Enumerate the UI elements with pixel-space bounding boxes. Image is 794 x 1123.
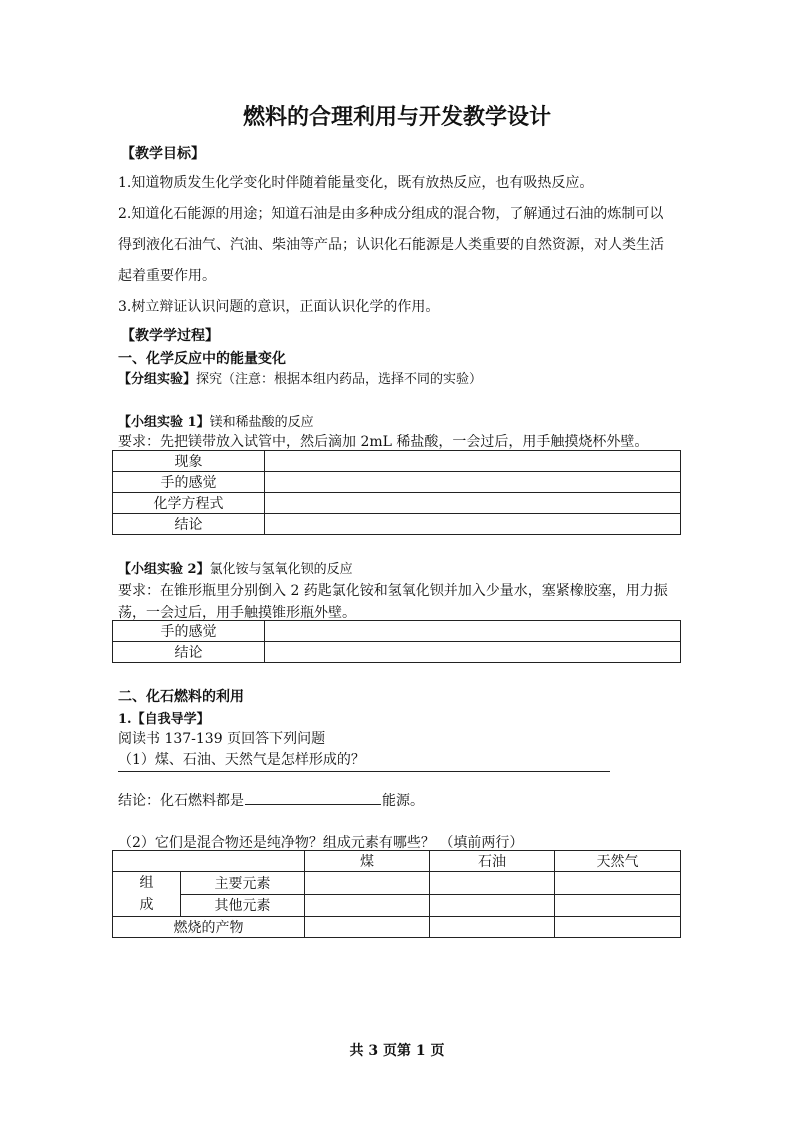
answer-cell[interactable] xyxy=(430,872,555,895)
answer-cell[interactable] xyxy=(265,514,681,535)
table-row xyxy=(113,642,681,663)
experiment1-title xyxy=(118,411,314,430)
corner-cell xyxy=(113,851,305,872)
answer-line[interactable] xyxy=(118,771,610,772)
experiment1-table xyxy=(112,450,681,535)
table-header-row xyxy=(113,851,681,872)
row-label: 结论 xyxy=(113,642,265,663)
row-label: 手的感觉 xyxy=(113,472,265,493)
page-footer: 共 3 页第 1 页 xyxy=(349,1043,445,1059)
table-row xyxy=(113,514,681,535)
experiment2-prefix: 【小组实验 2】 xyxy=(118,562,210,577)
composition-table xyxy=(112,850,681,938)
group-label-char-2: 成 xyxy=(139,897,154,913)
composition-group-label xyxy=(113,872,181,917)
question-2: （2）它们是混合物还是纯净物？组成元素有哪些？ （填前两行） xyxy=(118,835,524,851)
answer-cell[interactable] xyxy=(265,493,681,514)
answer-cell[interactable] xyxy=(305,872,430,895)
goal-item-3: 3.树立辩证认识问题的意识，正面认识化学的作用。 xyxy=(118,299,440,315)
table-row xyxy=(113,493,681,514)
column-header-coal: 煤 xyxy=(305,851,430,872)
answer-cell[interactable] xyxy=(555,917,681,938)
answer-cell[interactable] xyxy=(555,894,681,917)
page-title: 燃料的合理利用与开发教学设计 xyxy=(242,104,551,130)
goals-heading: 【教学目标】 xyxy=(121,146,205,162)
conclusion-prefix: 结论：化石燃料都是 xyxy=(118,793,244,809)
question-1: （1）煤、石油、天然气是怎样形成的？ xyxy=(118,752,365,768)
experiment2-title xyxy=(118,558,353,577)
table-row xyxy=(113,872,681,895)
answer-cell[interactable] xyxy=(265,642,681,663)
column-header-oil: 石油 xyxy=(430,851,555,872)
section1-heading: 一、化学反应中的能量变化 xyxy=(118,351,286,367)
row-label: 主要元素 xyxy=(181,872,305,895)
row-label: 手的感觉 xyxy=(113,621,265,642)
table-row xyxy=(113,621,681,642)
experiment1-requirement: 要求：先把镁带放入试管中，然后滴加 2mL 稀盐酸，一会过后，用手触摸烧杯外壁。 xyxy=(118,434,649,450)
process-heading: 【教学学过程】 xyxy=(121,328,219,344)
experiment2-table xyxy=(112,620,681,663)
experiment1-name: 镁和稀盐酸的反应 xyxy=(209,415,314,430)
column-header-gas: 天然气 xyxy=(555,851,681,872)
table-row xyxy=(113,472,681,493)
conclusion-line xyxy=(118,790,424,810)
answer-cell[interactable] xyxy=(555,872,681,895)
goal-item-2-line-1: 2.知道化石能源的用途；知道石油是由多种成分组成的混合物，了解通过石油的炼制可以 xyxy=(118,206,664,222)
goal-item-2-line-2: 得到液化石油气、汽油、柴油等产品；认识化石能源是人类重要的自然资源，对人类生活 xyxy=(118,237,664,253)
group-experiment-prefix: 【分组实验】 xyxy=(118,372,197,387)
group-label-char-1: 组 xyxy=(139,875,154,891)
section2-heading: 二、化石燃料的利用 xyxy=(118,689,244,705)
row-label: 现象 xyxy=(113,451,265,472)
answer-cell[interactable] xyxy=(305,917,430,938)
experiment2-requirement-line-1: 要求：在锥形瓶里分别倒入 2 药匙氯化铵和氢氧化钡并加入少量水，塞紧橡胶塞，用力振 xyxy=(118,583,668,599)
table-row xyxy=(113,917,681,938)
group-experiment-text: 探究（注意：根据本组内药品，选择不同的实验） xyxy=(196,372,483,387)
answer-cell[interactable] xyxy=(430,917,555,938)
answer-cell[interactable] xyxy=(305,894,430,917)
row-label: 结论 xyxy=(113,514,265,535)
group-experiment-note xyxy=(118,368,482,387)
conclusion-suffix: 能源。 xyxy=(382,793,424,809)
experiment2-name: 氯化铵与氢氧化钡的反应 xyxy=(209,562,353,577)
row-label: 化学方程式 xyxy=(113,493,265,514)
conclusion-blank[interactable] xyxy=(245,790,381,805)
goal-item-1: 1.知道物质发生化学变化时伴随着能量变化，既有放热反应，也有吸热反应。 xyxy=(118,175,594,191)
table-row xyxy=(113,894,681,917)
row-label: 其他元素 xyxy=(181,894,305,917)
goal-item-2-line-3: 起着重要作用。 xyxy=(118,268,216,284)
row-label: 燃烧的产物 xyxy=(113,917,305,938)
experiment1-prefix: 【小组实验 1】 xyxy=(118,415,210,430)
answer-cell[interactable] xyxy=(430,894,555,917)
self-study-heading: 1.【自我导学】 xyxy=(118,712,210,727)
table-row xyxy=(113,451,681,472)
reading-instruction: 阅读书 137-139 页回答下列问题 xyxy=(118,731,326,747)
answer-cell[interactable] xyxy=(265,451,681,472)
answer-cell[interactable] xyxy=(265,472,681,493)
answer-cell[interactable] xyxy=(265,621,681,642)
experiment2-requirement-line-2: 荡，一会过后，用手触摸锥形瓶外壁。 xyxy=(118,605,356,621)
